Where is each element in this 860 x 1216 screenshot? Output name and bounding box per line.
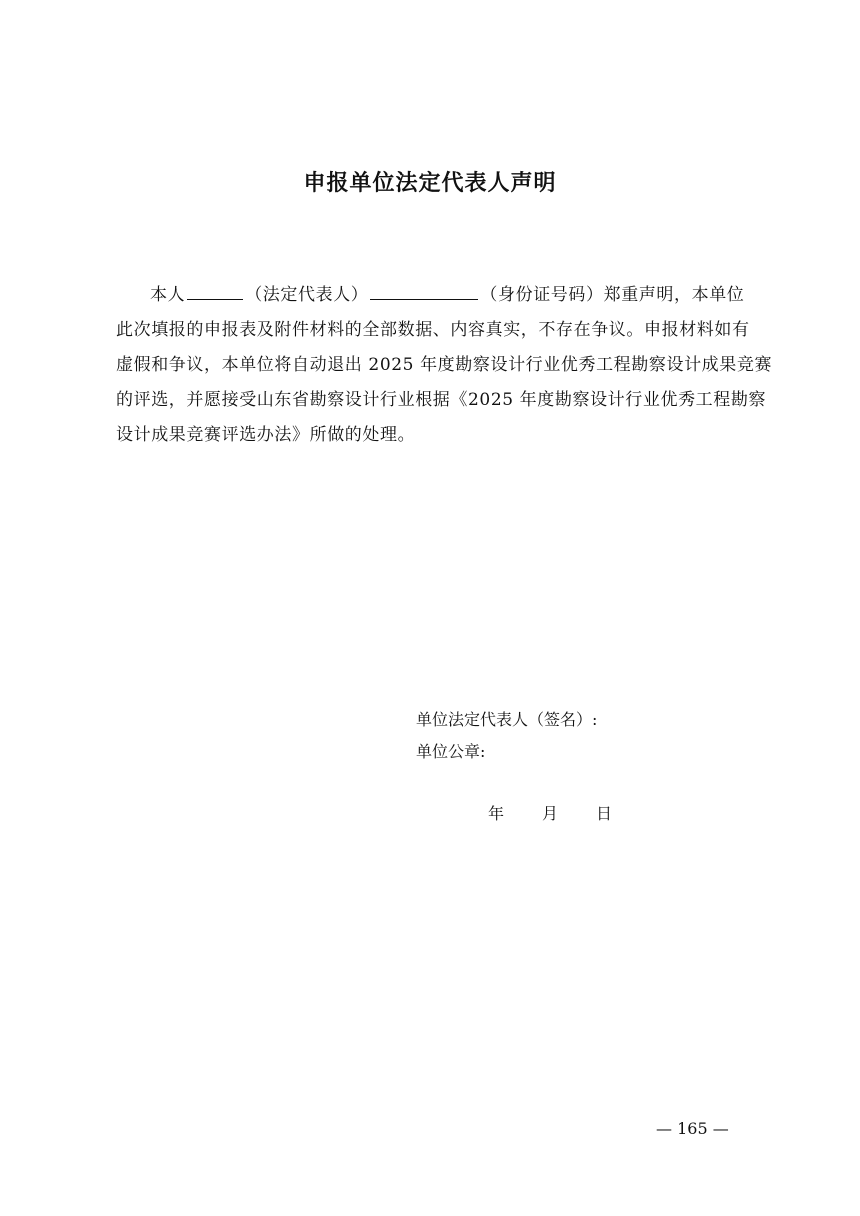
unit-seal-label: 单位公章: bbox=[416, 742, 486, 761]
paragraph-line-4: 的评选，并愿接受山东省勘察设计行业根据《2025 年度勘察设计行业优秀工程勘察 bbox=[116, 390, 767, 410]
paragraph-line-2: 此次填报的申报表及附件材料的全部数据、内容真实，不存在争议。申报材料如有 bbox=[116, 320, 750, 340]
representative-signature-label: 单位法定代表人（签名）: bbox=[416, 710, 598, 729]
text-segment: 本人 bbox=[150, 285, 186, 305]
date-month-label: 月 bbox=[542, 804, 559, 823]
paragraph-line-1 bbox=[116, 278, 746, 313]
date-line bbox=[488, 801, 612, 827]
name-blank bbox=[187, 281, 243, 300]
id-number-blank bbox=[370, 281, 478, 300]
paragraph-line-5: 设计成果竞赛评选办法》所做的处理。 bbox=[116, 425, 416, 445]
date-year-label: 年 bbox=[488, 804, 505, 823]
page-number: — 165 — bbox=[656, 1119, 729, 1138]
paragraph-line-3: 虚假和争议，本单位将自动退出 2025 年度勘察设计行业优秀工程勘察设计成果竞赛 bbox=[116, 355, 773, 375]
text-segment: （法定代表人） bbox=[245, 285, 369, 305]
date-day-label: 日 bbox=[596, 804, 613, 823]
document-title: 申报单位法定代表人声明 bbox=[303, 171, 557, 196]
declaration-paragraph bbox=[116, 278, 773, 453]
text-segment: （身份证号码）郑重声明，本单位 bbox=[480, 285, 745, 305]
